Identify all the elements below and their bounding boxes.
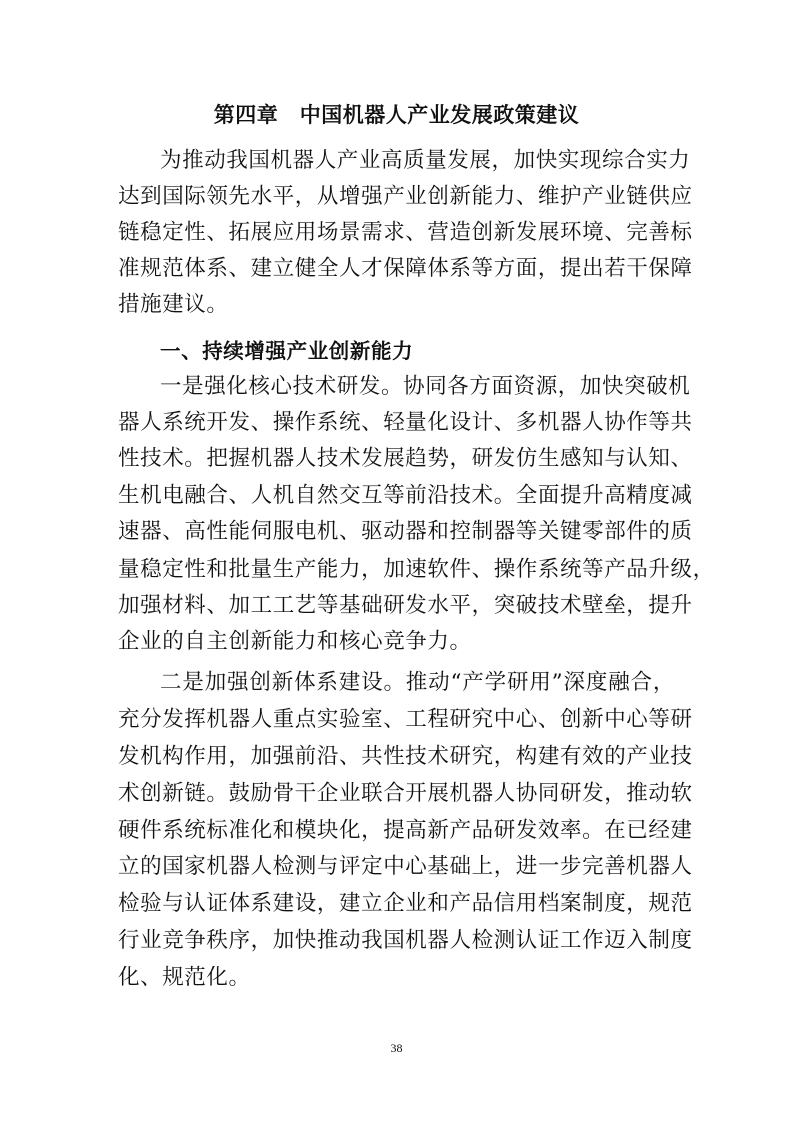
para2-line-4: 术创新链。鼓励骨干企业联合开展机器人协同研发，推动软 bbox=[118, 781, 693, 806]
chapter-title: 第四章 中国机器人产业发展政策建议 bbox=[213, 103, 580, 127]
para2-line-1: 二是加强创新体系建设。推动“产学研用”深度融合， bbox=[160, 670, 675, 695]
para2-line-2: 充分发挥机器人重点实验室、工程研究中心、创新中心等研 bbox=[118, 707, 693, 732]
para2-line-9: 化、规范化。 bbox=[118, 965, 251, 990]
intro-line-5: 措施建议。 bbox=[118, 292, 229, 317]
para1-line-4: 生机电融合、人机自然交互等前沿技术。全面提升高精度减 bbox=[118, 483, 693, 508]
para1-line-1: 一是强化核心技术研发。协同各方面资源，加快突破机 bbox=[160, 374, 691, 399]
para1-line-3: 性技术。把握机器人技术发展趋势，研发仿生感知与认知、 bbox=[118, 446, 693, 471]
para1-line-7: 加强材料、加工工艺等基础研发水平，突破技术壁垒，提升 bbox=[118, 593, 693, 618]
para2-line-8: 行业竞争秩序，加快推动我国机器人检测认证工作迈入制度 bbox=[118, 928, 693, 953]
para2-line-6: 立的国家机器人检测与评定中心基础上，进一步完善机器人 bbox=[118, 854, 693, 879]
section-heading: 一、持续增强产业创新能力 bbox=[160, 339, 414, 363]
intro-line-4: 准规范体系、建立健全人才保障体系等方面，提出若干保障 bbox=[118, 256, 693, 281]
page-number: 38 bbox=[390, 1041, 403, 1055]
para1-line-2: 器人系统开发、操作系统、轻量化设计、多机器人协作等共 bbox=[118, 410, 693, 435]
para2-line-5: 硬件系统标准化和模块化，提高新产品研发效率。在已经建 bbox=[118, 818, 693, 843]
para1-line-5: 速器、高性能伺服电机、驱动器和控制器等关键零部件的质 bbox=[118, 519, 693, 544]
intro-line-2: 达到国际领先水平，从增强产业创新能力、维护产业链供应 bbox=[118, 184, 693, 209]
para1-line-6: 量稳定性和批量生产能力，加速软件、操作系统等产品升级， bbox=[118, 557, 715, 582]
intro-line-3: 链稳定性、拓展应用场景需求、营造创新发展环境、完善标 bbox=[118, 220, 693, 245]
para2-line-3: 发机构作用，加强前沿、共性技术研究，构建有效的产业技 bbox=[118, 744, 693, 769]
para2-line-7: 检验与认证体系建设，建立企业和产品信用档案制度，规范 bbox=[118, 891, 693, 916]
intro-line-1: 为推动我国机器人产业高质量发展，加快实现综合实力 bbox=[160, 148, 691, 173]
para1-line-8: 企业的自主创新能力和核心竞争力。 bbox=[118, 629, 472, 654]
